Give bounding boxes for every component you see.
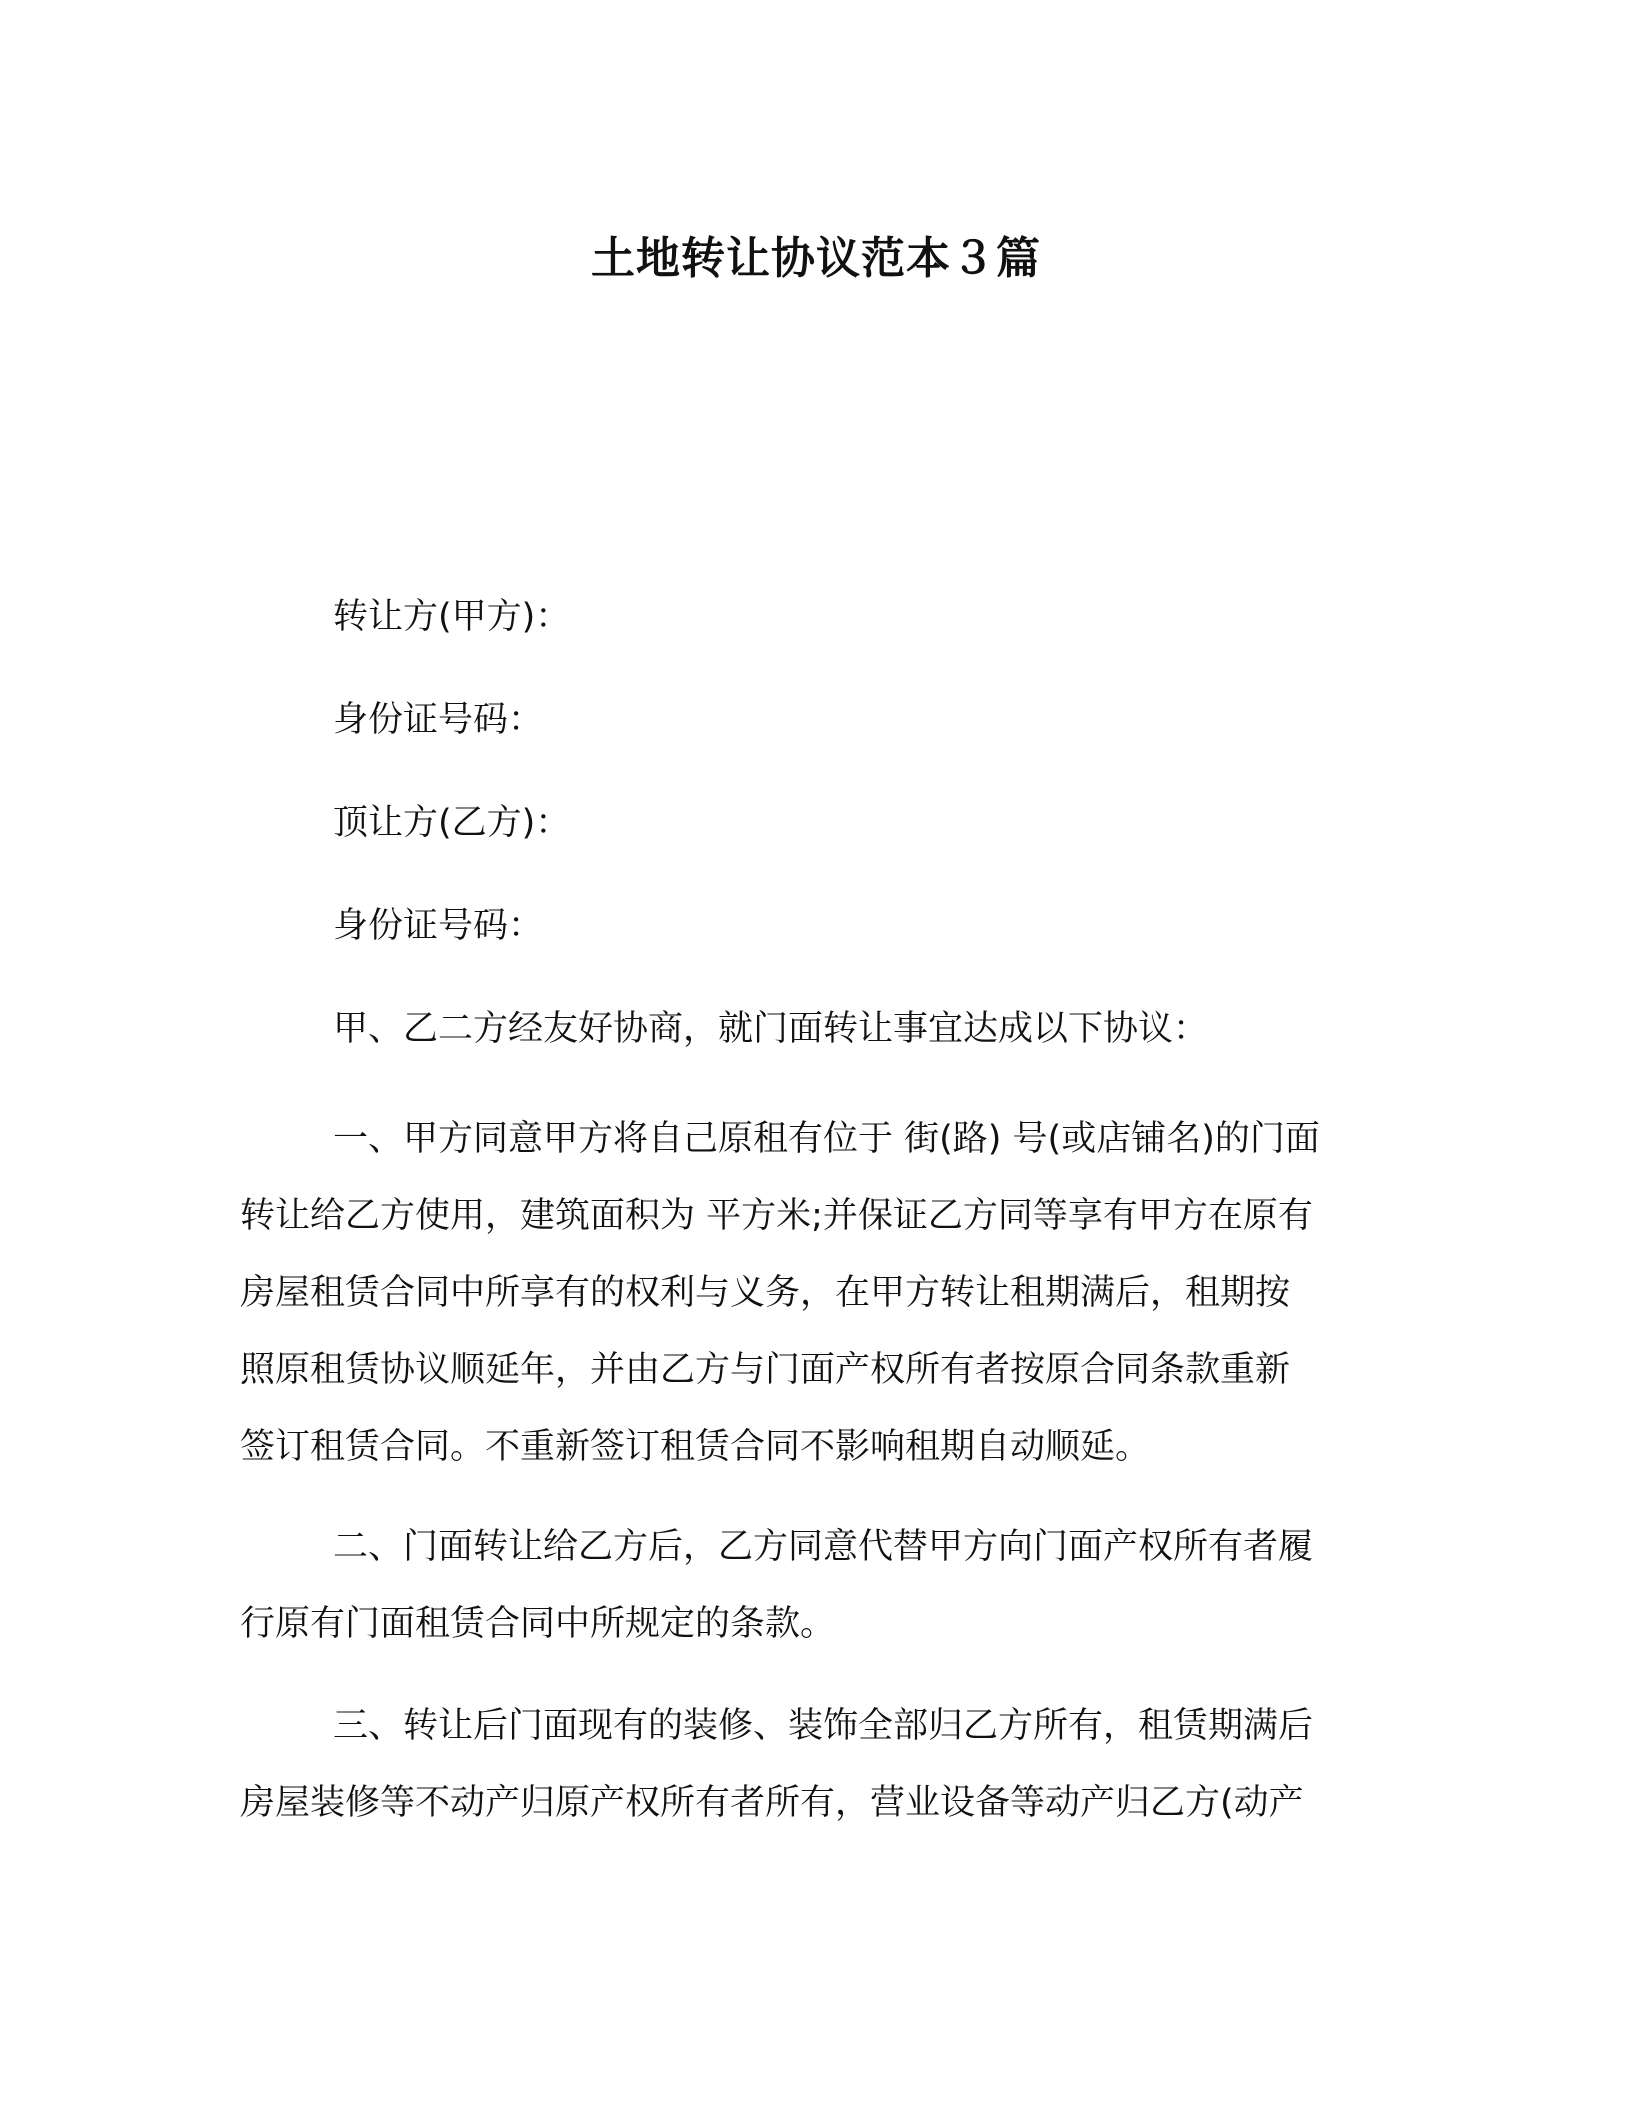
transferor-label: 转让方(甲方)：	[333, 597, 571, 637]
clause-1-line: 转让给乙方使用，建筑面积为 平方米;并保证乙方同等享有甲方在原有	[240, 1196, 1313, 1236]
document-title: 土地转让协议范本３篇	[591, 233, 1041, 284]
transferee-id-label: 身份证号码：	[333, 906, 544, 946]
clause-1-line: 一、甲方同意甲方将自己原租有位于 街(路) 号(或店铺名)的门面	[333, 1119, 1320, 1159]
clause-3	[240, 1688, 1380, 1842]
clause-1	[240, 1101, 1380, 1486]
clause-1-line: 签订租赁合同。不重新签订租赁合同不影响租期自动顺延。	[240, 1427, 1151, 1467]
transferor-id-label: 身份证号码：	[333, 700, 544, 740]
clause-3-line: 房屋装修等不动产归原产权所有者所有，营业设备等动产归乙方(动产	[240, 1783, 1304, 1823]
clause-1-line: 照原租赁协议顺延年，并由乙方与门面产权所有者按原合同条款重新	[240, 1350, 1291, 1390]
clause-2	[240, 1509, 1380, 1663]
agreement-intro: 甲、乙二方经友好协商，就门面转让事宜达成以下协议：	[333, 1009, 1209, 1049]
clause-3-line: 三、转让后门面现有的装修、装饰全部归乙方所有，租赁期满后	[333, 1706, 1314, 1746]
clause-2-line: 二、门面转让给乙方后，乙方同意代替甲方向门面产权所有者履	[333, 1527, 1314, 1567]
clause-1-line: 房屋租赁合同中所享有的权利与义务，在甲方转让租期满后，租期按	[240, 1273, 1291, 1313]
clause-2-line: 行原有门面租赁合同中所规定的条款。	[240, 1604, 836, 1644]
transferee-label: 顶让方(乙方)：	[333, 803, 571, 843]
